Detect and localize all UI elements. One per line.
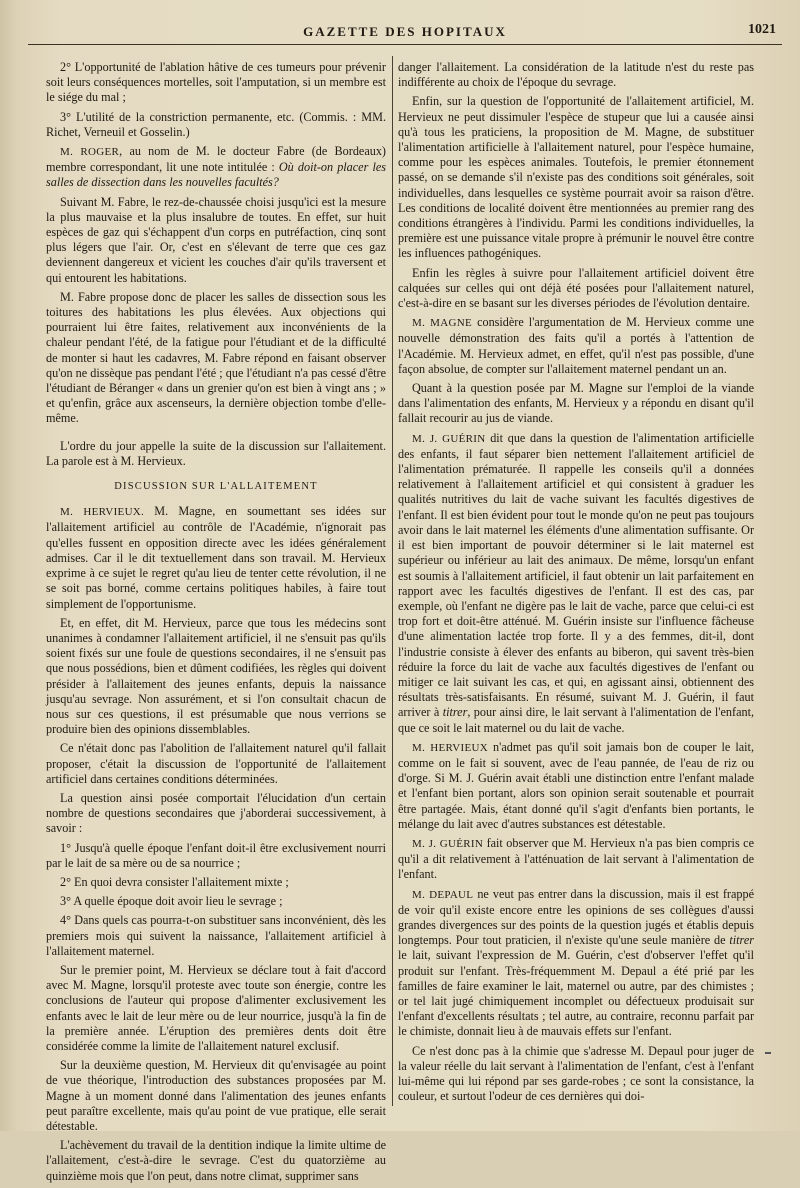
paragraph: Enfin les règles à suivre pour l'allaitement artificiel doivent être calquées sur celles qui ont déjà été posées pour l'allaitement naturel, c'est-à-dire en se basant sur les diverses périodes de l'évolution dentaire.: [398, 265, 754, 311]
question-item: 1° Jusqu'à quelle époque l'enfant doit-il être exclusivement nourri par le lait de sa mère ou de sa nourrice ;: [46, 840, 386, 870]
paragraph: [398, 315, 754, 377]
note-title: Où doit-on placer les salles de dissection dans les nouvelles facultés?: [46, 160, 386, 190]
paragraph-text: dit que dans la question de l'alimentation artificielle des enfants, il faut séparer bien nettement l'allaitement artificiel de l'alimentation prématurée. Il rappelle les conseils qu'il a données relativement à l'allaitement artificiel et qui consistent à graduer les qualités nutritives du lait de vache suivant les facultés digestives de l'enfant. Il est bien évident pour tout le monde qu'on ne peut pas toujours avoir dans le lait maternel les éléments d'une alimentation suffisante. Or il est bien important de pouvoir déterminer si le lait maternel est supérieur ou inférieur au lait des animaux. De même, lorsqu'un enfant est soumis à l'allaitement artificiel, il faut obtenir un lait parfaitement en rapport avec les facultés digestives de l'enfant. Il est des cas, par exemple, où l'enfant ne digère pas le lait de vache, parce que celui-ci est trop fort et doit-être atténué. M. Guérin insiste sur l'influence fâcheuse d'une alimentation lactée trop forte. Il y a des femmes, dit-il, dont l'industrie consiste à élever des enfants au biberon, qui savent très-bien réduire la force du lait de vache aux facultés digestives de l'enfant ou mitiger ce lait suivant les cas, et qui, en agissant ainsi, obtiennent des résultats très-satisfaisants. En résumé, suivant M. J. Guérin, il faut arriver à: [398, 430, 754, 720]
paragraph: Ce n'est donc pas à la chimie que s'adresse M. Depaul pour juger de la valeur réelle du lait servant à l'alimentation de l'enfant, c'est à l'enfant lui-même qui lui répond par ses garde-robes ; ce sont la consistance, la couleur, et surtout l'odeur de ces dernières qui doi-: [398, 1043, 754, 1104]
paragraph-text: M. Magne, en soumettant ses idées sur l'allaitement artificiel au contrôle de l'Académie, n'ignorait pas qu'elles fussent en opposition directe avec les idées généralement admises. Car il le dit textuellement dans son travail. M. Hervieux exprime à ce sujet le regret qu'au lieu de tenter cette révolution, il ne se soit pas borné, comme certains politiques habiles, à faire tout simplement de l'opportunisme.: [46, 504, 386, 611]
paragraph-text: ne veut pas entrer dans la discussion, mais il est frappé de voir qu'il existe encore entre les opinions de ses collègues d'aussi grandes divergences sur des points de la question jugés et établis depuis longtemps. Pour tout praticien, il n'existe qu'une seule manière de: [398, 886, 754, 948]
paragraph: [46, 504, 386, 611]
paragraph: Quant à la question posée par M. Magne sur l'emploi de la viande dans l'alimentation des enfants, M. Hervieux y a répondu en disant qu'il fallait recourir au jus de viande.: [398, 381, 754, 426]
paragraph: [398, 887, 754, 1040]
paragraph: Ce n'était donc pas l'abolition de l'allaitement naturel qu'il fallait proposer, c'était la discussion de l'opportunité de l'allaitement artificiel dans certaines conditions déterminées.: [46, 741, 386, 786]
paragraph: La question ainsi posée comportait l'élucidation d'un certain nombre de questions secondaires que j'aborderai successivement, à savoir :: [46, 790, 386, 836]
speaker-name: M. J. GUÉRIN: [412, 837, 484, 850]
question-item: 2° En quoi devra consister l'allaitement mixte ;: [60, 874, 289, 889]
paragraph-text: , pour ainsi dire, le lait servant à l'alimentation de l'enfant, que ce soit le lait maternel ou du lait de vache.: [398, 705, 754, 735]
paragraph: L'ordre du jour appelle la suite de la discussion sur l'allaitement. La parole est à M. Hervieux.: [46, 438, 386, 468]
paragraph: [46, 144, 386, 191]
paragraph-text: n'admet pas qu'il soit jamais bon de couper le lait, comme on le fait si souvent, avec de l'eau pannée, de l'eau de riz ou d'orge. Si M. J. Guérin avait établi une distinction entre l'enfant malade et l'enfant bien portant, alors son opinion serait soutenable et pourrait être partagée. Mais, étant donné qu'il s'agit d'enfants bien portants, le mélange du lait avec d'autres substances est détestable.: [398, 739, 754, 831]
journal-title: GAZETTE DES HOPITAUX: [303, 24, 507, 39]
paragraph: [398, 431, 754, 736]
paragraph: Sur la deuxième question, M. Hervieux dit qu'envisagée au point de vue théorique, l'introduction des substances proposées par M. Magne à un moment donné dans l'alimentation des jeunes enfants peut paraître excellente, mais qu'au point de vue pratique, elle serait détestable.: [46, 1058, 386, 1133]
speaker-name: M. HERVIEUX: [412, 741, 488, 754]
question-item: 4° Dans quels cas pourra-t-on substituer sans inconvénient, dès les premiers mois qui suivent la naissance, l'allaitement artificiel à l'allaitement maternel.: [46, 913, 386, 958]
paragraph: [398, 836, 754, 883]
emphasis: titrer: [729, 933, 754, 948]
emphasis: titrer: [442, 705, 468, 720]
page-number: 1021: [748, 22, 776, 37]
paragraph: Et, en effet, dit M. Hervieux, parce que tous les médecins sont unanimes à condamner l'allaitement artificiel, il ne s'ensuit pas qu'ils soient fixés sur une foule de questions secondaires, il ne s'ensuit pas que nous possédions, bien et dûment codifiées, les règles qui doivent présider à l'allaitement des jeunes enfants, depuis la naissance jusqu'au sevrage. Non assurément, et si l'on consultait chacun de nous sur ces questions, il est présumable que nous verrions se produire bien des opinions dissemblables.: [46, 615, 386, 737]
paragraph-text: , au nom de M. le docteur Fabre (de Bordeaux) membre correspondant, lit une note intitulée :: [46, 144, 386, 175]
paragraph: M. Fabre propose donc de placer les salles de dissection sous les toitures des habitations les plus élevées. Aux objections qui pourraient lui être faites, relativement aux inconvénients de la chaleur pendant l'été, de la fatigue pour l'étudiant et de la difficulté de monter si haut les cadavres, M. Fabre répond en faisant observer qu'on ne dissèque pas pendant l'été ; que l'étudiant n'a pas cessé d'être l'étudiant de Béranger « dans un grenier qu'on est bien à vingt ans ; » et qu'enfin, grâce aux ascenseurs, la dernière objection tombe d'elle-même.: [46, 289, 386, 426]
paragraph: Sur le premier point, M. Hervieux se déclare tout à fait d'accord avec M. Magne, lorsqu'il proteste avec toute son énergie, contre les conclusions de l'auteur qui propose d'alimenter exclusivement les enfants avec le lait de leur mère ou de leur nourrice, jusqu'à la fin de la première année. L'éruption des premières dents doit être considérée comme la limite de l'allaitement naturel exclusif.: [46, 962, 386, 1053]
paragraph-text: fait observer que M. Hervieux n'a pas bien compris ce qu'il a dit relativement à l'atténuation de lait servant à l'alimentation de l'enfant.: [398, 835, 754, 882]
speaker-name: M. HERVIEUX.: [60, 506, 145, 519]
speaker-name: M. ROGER: [60, 146, 120, 159]
paragraph-text: considère l'argumentation de M. Hervieux comme une nouvelle démonstration des faits qu'il a portés à l'attention de l'Académie. M. Hervieux admet, en effet, qu'il n'est pas possible, d'une façon absolue, de compter sur l'allaitement maternel pendant un an.: [398, 315, 754, 376]
left-column: [46, 60, 386, 1188]
paragraph: danger l'allaitement. La considération de la latitude n'est du reste pas indifférente au choix de l'époque du sevrage.: [398, 60, 754, 90]
margin-mark: [765, 1052, 771, 1054]
paragraph: Suivant M. Fabre, le rez-de-chaussée choisi jusqu'ici est la mesure la plus mauvaise et la plus insalubre de toutes. En effet, sur huit espèces de gaz qui s'échappent d'un corps en putréfaction, cinq sont plus légers que l'air. Or, c'est en s'élevant de terre que ces gaz deviennent dangereux et vicient les couches d'air qu'ils traversent et qui entourent les habitations.: [46, 194, 386, 285]
paragraph: 2° L'opportunité de l'ablation hâtive de ces tumeurs pour prévenir soit leurs conséquences mortelles, soit l'amputation, si un membre est le siége du mal ;: [46, 60, 386, 105]
paragraph: L'achèvement du travail de la dentition indique la limite ultime de l'allaitement, c'est-à-dire le sevrage. C'est du quatorzième au quinzième mois que l'on peut, dans notre climat, supprimer sans: [46, 1138, 386, 1183]
section-title: DISCUSSION SUR L'ALLAITEMENT: [114, 481, 318, 493]
paragraph: Enfin, sur la question de l'opportunité de l'allaitement artificiel, M. Hervieux ne peut dissimuler l'espèce de stupeur que lui a causée ainsi qu'à tous les praticiens, la proposition de M. Magne, de substituer l'alimentation artificielle à l'allaitement naturel, pour l'espèce humaine, comme pour les espèces animales. Toutefois, le premier étonnement passé, on se demande s'il n'existe pas des conditions soit générales, soit individuelles, dans lesquelles ce système pourrait avoir sa raison d'être. Les conditions de localité doivent être mentionnées au premier rang des conditions étrangères à l'individu. Parmi les conditions individuelles, la première est une puissance vitale propre à prémunir le nouvel être contre les influences pathogéniques.: [398, 94, 754, 261]
question-item: 3° A quelle époque doit avoir lieu le sevrage ;: [60, 894, 283, 909]
paragraph: [398, 740, 754, 832]
speaker-name: M. J. GUÉRIN: [412, 432, 486, 445]
speaker-name: M. MAGNE: [412, 317, 473, 330]
right-column: [398, 60, 754, 1108]
paragraph: 3° L'utilité de la constriction permanente, etc. (Commis. : MM. Richet, Verneuil et Gosselin.): [46, 109, 386, 139]
speaker-name: M. DEPAUL: [412, 888, 474, 901]
paragraph-text: le lait, suivant l'expression de M. Guérin, c'est d'observer l'effet qu'il produit sur l'enfant. Très-fréquemment M. Depaul a été prié par les familles de faire examiner le lait, maternel ou autre, par des chimistes ; or tel lait jugé chimiquement incomplet ou défectueux produisait sur l'enfant d'excellents résultats ; tel autre, au contraire, reconnu parfait par le chimiste, donnait lieu à de mauvais effets sur l'enfant.: [398, 948, 754, 1039]
page-header: [28, 14, 782, 45]
column-divider: [392, 56, 393, 1106]
